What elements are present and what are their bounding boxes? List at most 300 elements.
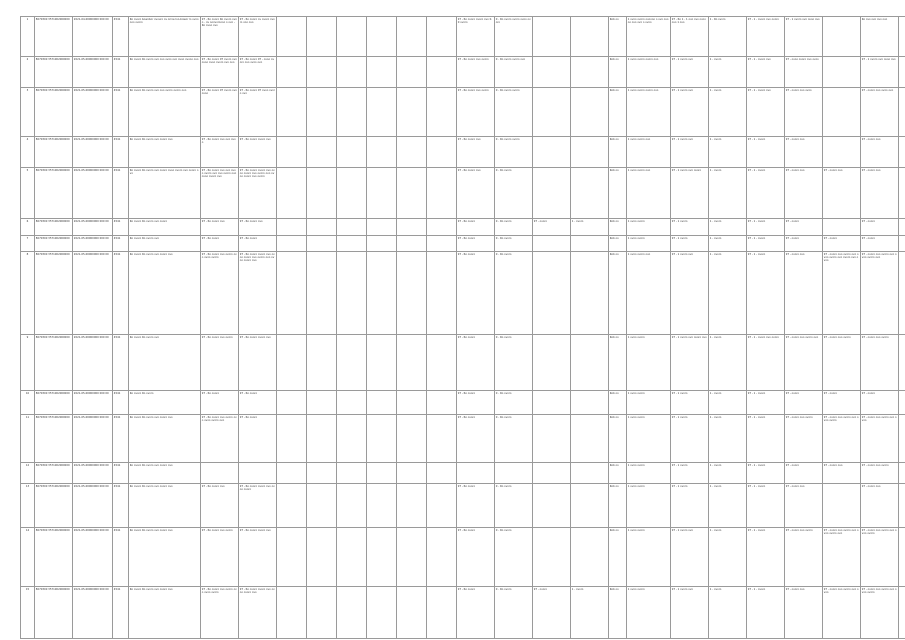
table-cell <box>823 57 861 88</box>
table-cell: 4541 <box>113 587 129 639</box>
table-cell <box>337 587 367 639</box>
table-cell: 97 - Ro ovoro ovo ovoro <box>201 528 239 587</box>
table-cell: 97 - ovoro ovo ovoro <box>861 335 899 391</box>
table-cell: 97 - Ro ovoro ov ovoro ovoro ooo ovo <box>239 17 277 57</box>
table-cell: 97 - ovoro ovo <box>785 137 823 168</box>
table-cell: 97 - Ro ovoro <box>201 236 239 252</box>
table-cell: 97 - ovoro <box>861 236 899 252</box>
table-cell <box>277 528 307 587</box>
table-cell: Ro ovoro Ro ovoro ovo ovoro ovoo ovoro ovo ovoro ovo <box>129 168 201 219</box>
table-cell: 0 - Ro ovoro <box>495 391 533 415</box>
table-cell: 1 ovoo ovoro ovoooo o ovo ovooo ovo ovo o ovoo <box>627 17 671 57</box>
table-cell <box>337 236 367 252</box>
table-cell: 1 ovoo ovoro <box>627 219 671 236</box>
table-row <box>21 17 905 57</box>
table-row <box>21 415 905 463</box>
table-cell: 2021-05-00000000 000 00 <box>73 415 113 463</box>
table-cell <box>823 484 861 528</box>
table-cell: 4541 <box>113 484 129 528</box>
table-cell: 97 - Ro ovoro ovo ovoro <box>457 57 495 88</box>
row-number-cell: 8 <box>21 252 35 335</box>
table-cell: 2021-05-00000000 000 00 <box>73 236 113 252</box>
table-cell: 97 - Ro ovoro <box>457 484 495 528</box>
table-cell <box>571 17 609 57</box>
table-cell: 97 - 1 ovoro ovo <box>671 88 709 137</box>
table-cell <box>397 137 427 168</box>
table-cell <box>427 88 457 137</box>
table-cell: 2021-05-00000000 000 00 <box>73 168 113 219</box>
table-cell <box>571 391 609 415</box>
row-number-cell: 9 <box>21 335 35 391</box>
table-row <box>21 168 905 219</box>
table-cell <box>899 88 905 137</box>
table-cell: 97 - Ro ovoro ovo <box>457 168 495 219</box>
table-cell: 2021-05-00000000 000 00 <box>73 587 113 639</box>
table-row <box>21 88 905 137</box>
table-cell <box>307 463 337 484</box>
table-cell: 97 - ovoro <box>823 236 861 252</box>
table-cell: Rob oo <box>609 415 627 463</box>
table-cell: 1 - ovoro <box>571 219 609 236</box>
row-number-cell: 13 <box>21 484 35 528</box>
table-cell: 0 - Ro ovoro ovoro ovoo ovoro <box>495 17 533 57</box>
table-row <box>21 391 905 415</box>
table-row <box>21 219 905 236</box>
table-cell <box>397 88 427 137</box>
table-cell: 1 - ovoro <box>709 463 747 484</box>
table-cell: 1 ovoo ovoro ovo <box>627 252 671 335</box>
table-cell: 97 - Ro ovoro 97 - ovoo ovoro ovo ovoo ovo <box>239 57 277 88</box>
table-cell <box>533 335 571 391</box>
table-cell <box>277 587 307 639</box>
table-cell: 1 - ovoro <box>709 415 747 463</box>
table-cell: 0 - Ro ovoro <box>495 484 533 528</box>
table-cell <box>307 57 337 88</box>
table-cell: Ro ovoro Ro ovoro ovo ovoro ovo <box>129 484 201 528</box>
table-cell <box>899 252 905 335</box>
table-cell: 97 - ovoro ovo ovoro ovo <box>785 335 823 391</box>
table-cell: 97 - 1 - ovoro <box>747 219 785 236</box>
table-cell <box>337 17 367 57</box>
table-cell: 97 - Ro ovoro ovo ovo ovoo ovoro ovo ovo ovoro ovo ovoo ovoro ovo <box>201 168 239 219</box>
table-cell: 97 - 1 - ovoro ovo ovoro <box>747 17 785 57</box>
table-cell <box>899 484 905 528</box>
table-cell <box>571 236 609 252</box>
table-cell: 97 - ovoro ovo <box>861 137 899 168</box>
table-cell: 0 - Ro ovoro ovoro <box>495 137 533 168</box>
table-cell: 1 - ovoro <box>709 137 747 168</box>
table-cell: 4541 <box>113 57 129 88</box>
table-cell <box>533 484 571 528</box>
table-cell: 1 - ovoro <box>709 252 747 335</box>
table-cell <box>277 335 307 391</box>
table-cell: Rob oo <box>609 168 627 219</box>
table-cell: 97 - Ro ovoro ovoro ovo <box>239 335 277 391</box>
table-cell <box>367 57 397 88</box>
table-cell <box>571 137 609 168</box>
table-cell <box>397 17 427 57</box>
table-cell: 1 ovoo ovoro ovoro ovo <box>627 88 671 137</box>
table-cell <box>571 168 609 219</box>
table-cell: 8070300 3571002000000 <box>35 219 73 236</box>
table-cell: Rob oo <box>609 137 627 168</box>
table-cell <box>397 463 427 484</box>
table-cell: 1 ovoo ovoro <box>627 463 671 484</box>
table-cell: Rob oo <box>609 484 627 528</box>
table-cell: 1 - ovoro <box>709 335 747 391</box>
table-cell <box>277 57 307 88</box>
table-cell: 1 - ovoro <box>709 168 747 219</box>
table-cell: 4541 <box>113 463 129 484</box>
table-cell: 2021-05-00000000 000 00 <box>73 137 113 168</box>
table-cell <box>397 252 427 335</box>
table-cell <box>307 236 337 252</box>
table-cell: 0 - Ro ovoro ovoro <box>495 88 533 137</box>
table-cell <box>307 335 337 391</box>
table-cell <box>899 57 905 88</box>
table-cell: 2021-05-00000000 000 00 <box>73 219 113 236</box>
table-cell <box>397 484 427 528</box>
table-cell: 1 - ovoro <box>709 528 747 587</box>
table-cell: 97 - Ro ovoro <box>239 415 277 463</box>
table-cell: 2021-05-00000000 000 00 <box>73 335 113 391</box>
table-cell: 2021-05-00000000 000 00 <box>73 528 113 587</box>
table-cell: 97 - Ro ovoro ovo <box>201 219 239 236</box>
table-cell: 4541 <box>113 168 129 219</box>
table-cell: 97 - 1 ovoro ovo <box>671 587 709 639</box>
table-cell: Ro ovoro bowobor ovouro ov orroe loo-bowor lo ovooooo ovoro <box>129 17 201 57</box>
table-cell: Ro ovoro Ro ovoro ovo ovo ovoro ovoro ovo <box>129 88 201 137</box>
table-cell: 1 ovoo ovoro <box>627 391 671 415</box>
table-cell: 97 - Ro ovoro ovoro ovo ovoo ovoro ovo <box>239 587 277 639</box>
table-cell <box>533 17 571 57</box>
table-cell <box>533 168 571 219</box>
table-cell: 97 - 1 - ovoro <box>747 391 785 415</box>
row-number-cell: 1 <box>21 17 35 57</box>
table-cell <box>367 137 397 168</box>
table-cell: 97 - 1 - ovoro <box>747 528 785 587</box>
table-row <box>21 463 905 484</box>
table-cell: 1 - ovoro <box>709 88 747 137</box>
table-cell <box>337 219 367 236</box>
table-cell: 97 - 1 ovoro ovo <box>671 57 709 88</box>
table-cell: 1 ovoo ovoro <box>627 236 671 252</box>
table-cell <box>277 391 307 415</box>
table-cell: 97 - Ro ovoro <box>239 391 277 415</box>
table-cell <box>367 17 397 57</box>
table-cell: 8070300 3571002000000 <box>35 17 73 57</box>
table-cell <box>397 219 427 236</box>
table-cell <box>571 484 609 528</box>
table-cell <box>571 415 609 463</box>
table-cell: Rob oo <box>609 335 627 391</box>
table-cell <box>571 57 609 88</box>
table-cell <box>533 252 571 335</box>
table-cell: 97 - ovoro <box>533 219 571 236</box>
table-cell: 97 - Ro ovoro 97 ovoro ovo ovoo ovoo ovoro ovo ovo <box>201 57 239 88</box>
table-cell <box>427 57 457 88</box>
table-cell: 1 - ovoro <box>709 391 747 415</box>
table-cell: 97 - ovoro ovo <box>785 587 823 639</box>
table-cell: 97 - 1 - ovoro <box>747 463 785 484</box>
table-cell <box>367 587 397 639</box>
table-cell: 8070300 3571002000000 <box>35 335 73 391</box>
table-cell: 97 - ovoro ovo ovoro ovo ovoo <box>823 587 861 639</box>
table-cell: 97 - ovoro <box>785 463 823 484</box>
table-cell <box>899 219 905 236</box>
row-number-cell: 5 <box>21 168 35 219</box>
table-cell: 2021-05-00000000 000 00 <box>73 252 113 335</box>
table-cell: 0 - Ro ovoro <box>495 236 533 252</box>
table-cell: 0 - Ro ovoro <box>495 528 533 587</box>
table-cell: Rob oo <box>609 236 627 252</box>
table-cell: Rob oo <box>609 17 627 57</box>
table-cell <box>277 137 307 168</box>
table-cell: Ro ovoro Ro ovoro ovo ovoro <box>129 219 201 236</box>
table-cell: 8070300 3571002000000 <box>35 88 73 137</box>
table-cell: Rob oo <box>609 463 627 484</box>
table-cell: 97 - Ro ovoro ovoro ovo 0.0 ovoro <box>457 17 495 57</box>
table-cell <box>277 252 307 335</box>
table-cell <box>337 168 367 219</box>
table-cell <box>495 463 533 484</box>
row-number-cell: 11 <box>21 415 35 463</box>
table-cell: 97 - Ro ovoro <box>201 391 239 415</box>
table-cell: 4541 <box>113 137 129 168</box>
table-cell <box>367 391 397 415</box>
table-cell: 97 - Ro ovoro Ro ovoro ovo o - ov ooovoroooo o ovo - Ro ovoo ovo <box>201 17 239 57</box>
table-cell: 97 - ovoro ovo <box>823 168 861 219</box>
table-cell: 97 - ovoro ovo <box>785 168 823 219</box>
table-cell: 8070300 3571002000000 <box>35 236 73 252</box>
table-row <box>21 236 905 252</box>
table-cell: 97 - Ro ovoro <box>457 252 495 335</box>
table-row <box>21 335 905 391</box>
table-cell: 97 - 1 - ovoro <box>747 415 785 463</box>
table-cell: 8070300 3571002000000 <box>35 415 73 463</box>
table-cell: 97 - ovoro <box>823 391 861 415</box>
table-row <box>21 57 905 88</box>
table-cell <box>427 17 457 57</box>
table-cell <box>307 168 337 219</box>
table-cell: 0 - Ro ovoro <box>495 335 533 391</box>
table-cell: 1 - ovoro <box>709 57 747 88</box>
table-cell: 1 - Ro ovoro <box>709 17 747 57</box>
table-cell <box>427 415 457 463</box>
table-cell: Ro ovoro Ro ovoro ovo ovoro ovo <box>129 252 201 335</box>
table-row <box>21 137 905 168</box>
table-cell: 97 - 1 ovoro ovo <box>671 528 709 587</box>
table-cell <box>427 168 457 219</box>
table-cell: 97 - ovoro <box>785 391 823 415</box>
table-cell: Ro ovo ovo ovo ovo <box>861 17 899 57</box>
table-cell <box>367 236 397 252</box>
table-cell: Ro ovoro Ro ovoro ovo <box>129 236 201 252</box>
row-number-cell: 4 <box>21 137 35 168</box>
table-cell: 1 - ovoro <box>709 484 747 528</box>
table-cell: 97 - ovoro ovo ovoo <box>785 88 823 137</box>
table-cell: 4541 <box>113 236 129 252</box>
table-cell: Ro ovoro Ro ovoro ovo ovo ovoo ovo ovoo ovooo ovo <box>129 57 201 88</box>
table-cell <box>367 168 397 219</box>
table-cell <box>427 528 457 587</box>
table-cell: 4541 <box>113 17 129 57</box>
table-cell: 97 - ovoro ovo ovoro ovo ovoo ovoro <box>861 587 899 639</box>
table-cell <box>427 463 457 484</box>
table-cell: 97 - 1 - ovoro <box>747 252 785 335</box>
table-cell <box>367 219 397 236</box>
table-cell: Ro ovoro Ro ovoro ovo ovoro ovo <box>129 415 201 463</box>
table-cell: 97 - 1 ovoro ovo ovoro ovo <box>671 335 709 391</box>
table-cell <box>899 335 905 391</box>
table-cell <box>899 587 905 639</box>
table-cell: 97 - 1 ovoro <box>671 391 709 415</box>
row-number-cell: 3 <box>21 88 35 137</box>
table-cell: 97 - ovoro <box>785 219 823 236</box>
table-cell: 97 - ovoro ovo ovoro ovo ovoo ovoro ovo <box>823 528 861 587</box>
table-cell: 97 - 1 - ovoro ovo <box>747 88 785 137</box>
table-cell: 97 - Ro ovoro <box>457 587 495 639</box>
table-cell <box>367 463 397 484</box>
row-number-cell: 14 <box>21 528 35 587</box>
table-cell: 4541 <box>113 252 129 335</box>
table-cell <box>307 137 337 168</box>
table-row <box>21 528 905 587</box>
table-cell: 0 - Ro ovoro <box>495 252 533 335</box>
table-cell <box>899 137 905 168</box>
table-cell <box>307 17 337 57</box>
table-cell: 97 - Ro ovoro <box>457 415 495 463</box>
table-cell: 97 - ovoro ovo ovoro ovo ovoo ovoro <box>861 528 899 587</box>
table-cell: 97 - ovoro ovo <box>823 463 861 484</box>
table-cell <box>277 415 307 463</box>
table-cell: 4541 <box>113 391 129 415</box>
table-cell <box>307 484 337 528</box>
table-row <box>21 484 905 528</box>
table-cell <box>823 17 861 57</box>
row-number-cell: 12 <box>21 463 35 484</box>
table-cell <box>277 219 307 236</box>
table-cell <box>533 137 571 168</box>
table-cell <box>457 463 495 484</box>
table-cell <box>337 391 367 415</box>
table-cell: Rob oo <box>609 528 627 587</box>
table-cell <box>533 528 571 587</box>
table-cell: 4541 <box>113 88 129 137</box>
table-cell: 97 - 1 ovoro ovo ovoo ovo <box>861 57 899 88</box>
table-cell: 97 - Ro ovoro ovoro ovo ovoo ovoro ovo ovoro ovo ovoo ovoro ovo <box>239 252 277 335</box>
table-cell: 97 - Ro ovoro ovo ovoro <box>457 88 495 137</box>
table-cell: Rob oo <box>609 587 627 639</box>
table-cell: 0 - Ro ovoro ovoro ovo <box>495 57 533 88</box>
table-cell: 97 - ovoro ovo ovoro <box>861 463 899 484</box>
table-cell: 97 - Ro ovoro <box>457 391 495 415</box>
table-cell <box>427 335 457 391</box>
table-cell <box>823 88 861 137</box>
table-cell: 97 - 1 ovoro <box>671 463 709 484</box>
table-cell: Rob oo <box>609 219 627 236</box>
table-cell: 1 - ovoro <box>709 219 747 236</box>
table-cell <box>397 335 427 391</box>
table-cell <box>367 252 397 335</box>
table-cell: 4541 <box>113 335 129 391</box>
table-cell <box>307 88 337 137</box>
table-row <box>21 252 905 335</box>
row-number-cell: 7 <box>21 236 35 252</box>
table-cell <box>571 252 609 335</box>
table-cell <box>533 391 571 415</box>
row-number-cell: 15 <box>21 587 35 639</box>
table-cell: 1 ovoo ovoro <box>627 415 671 463</box>
table-cell: 97 - 1 - ovoro <box>747 168 785 219</box>
table-cell: 97 - ovoro ovo ovoro <box>785 415 823 463</box>
table-cell <box>307 528 337 587</box>
table-cell: 4541 <box>113 528 129 587</box>
table-cell: 97 - ovoro ovo ovoro ovo ovoo <box>861 415 899 463</box>
table-cell: 97 - ovoro ovo <box>785 484 823 528</box>
table-cell: Ro ovoro Ro ovoro ovo ovoro ovo <box>129 587 201 639</box>
table-cell <box>397 587 427 639</box>
table-cell: 97 - Ro ovoro ovoro ovo <box>239 137 277 168</box>
table-cell: 1 - ovoro <box>709 587 747 639</box>
table-cell <box>277 484 307 528</box>
table-cell: 1 - ovoro <box>709 236 747 252</box>
table-cell <box>367 88 397 137</box>
table-cell: 97 - Ro ovoro ovo ovoro <box>201 335 239 391</box>
table-cell <box>397 391 427 415</box>
table-cell <box>337 252 367 335</box>
table-cell: 2021-05-00000000 000 00 <box>73 484 113 528</box>
table-cell <box>239 463 277 484</box>
table-cell: 97 - 1 - ovoro <box>747 236 785 252</box>
table-cell: Rob oo <box>609 391 627 415</box>
table-cell: 97 - Ro ovoro <box>239 236 277 252</box>
table-cell <box>427 587 457 639</box>
table-cell <box>337 415 367 463</box>
table-cell: 97 - ovoro <box>785 236 823 252</box>
table-cell <box>277 88 307 137</box>
table-cell: 97 - Ro ovoro <box>457 219 495 236</box>
table-cell: 97 - Ro ovoro 97 ovoo ovoro ovo <box>239 88 277 137</box>
table-cell: 97 - 1 ovoro ovo <box>671 252 709 335</box>
table-cell: 97 - ovoro ovo ovoro ovo ovoo ovoro ovo <box>861 252 899 335</box>
table-cell <box>899 391 905 415</box>
table-cell: 97 - Ro 1 - 1 ovo ovo ovoo ovo 1 ovo <box>671 17 709 57</box>
table-cell <box>427 219 457 236</box>
table-cell <box>367 484 397 528</box>
table-cell: 8070300 3571002000000 <box>35 137 73 168</box>
table-cell <box>571 88 609 137</box>
table-cell: 1 ovoo ovoro <box>627 528 671 587</box>
table-cell <box>427 137 457 168</box>
table-cell: Rob oo <box>609 88 627 137</box>
table-cell: 97 - ovoro ovo ovoo ovo <box>861 88 899 137</box>
table-cell: 2021-05-00000000 000 00 <box>73 463 113 484</box>
table-cell: 97 - ovoro <box>861 391 899 415</box>
table-cell: Ro ovoro Ro ovoro <box>129 391 201 415</box>
table-cell <box>899 236 905 252</box>
table-cell: 0 - Ro ovoro <box>495 587 533 639</box>
table-cell: Ro ovoro Ro ovoro ovo ovoro ovo <box>129 463 201 484</box>
table-cell <box>571 528 609 587</box>
table-cell: 97 - Ro ovoro 97 ovoro ovo ovoo <box>201 88 239 137</box>
table-cell <box>427 484 457 528</box>
table-cell: 97 - ovoro ovo ovoro ovo ovoo ovoro ovo ovoro ovo ovoo <box>823 252 861 335</box>
row-number-cell: 2 <box>21 57 35 88</box>
table-cell <box>367 528 397 587</box>
table-cell <box>337 528 367 587</box>
table-cell: 97 - 1 ovoro <box>671 484 709 528</box>
